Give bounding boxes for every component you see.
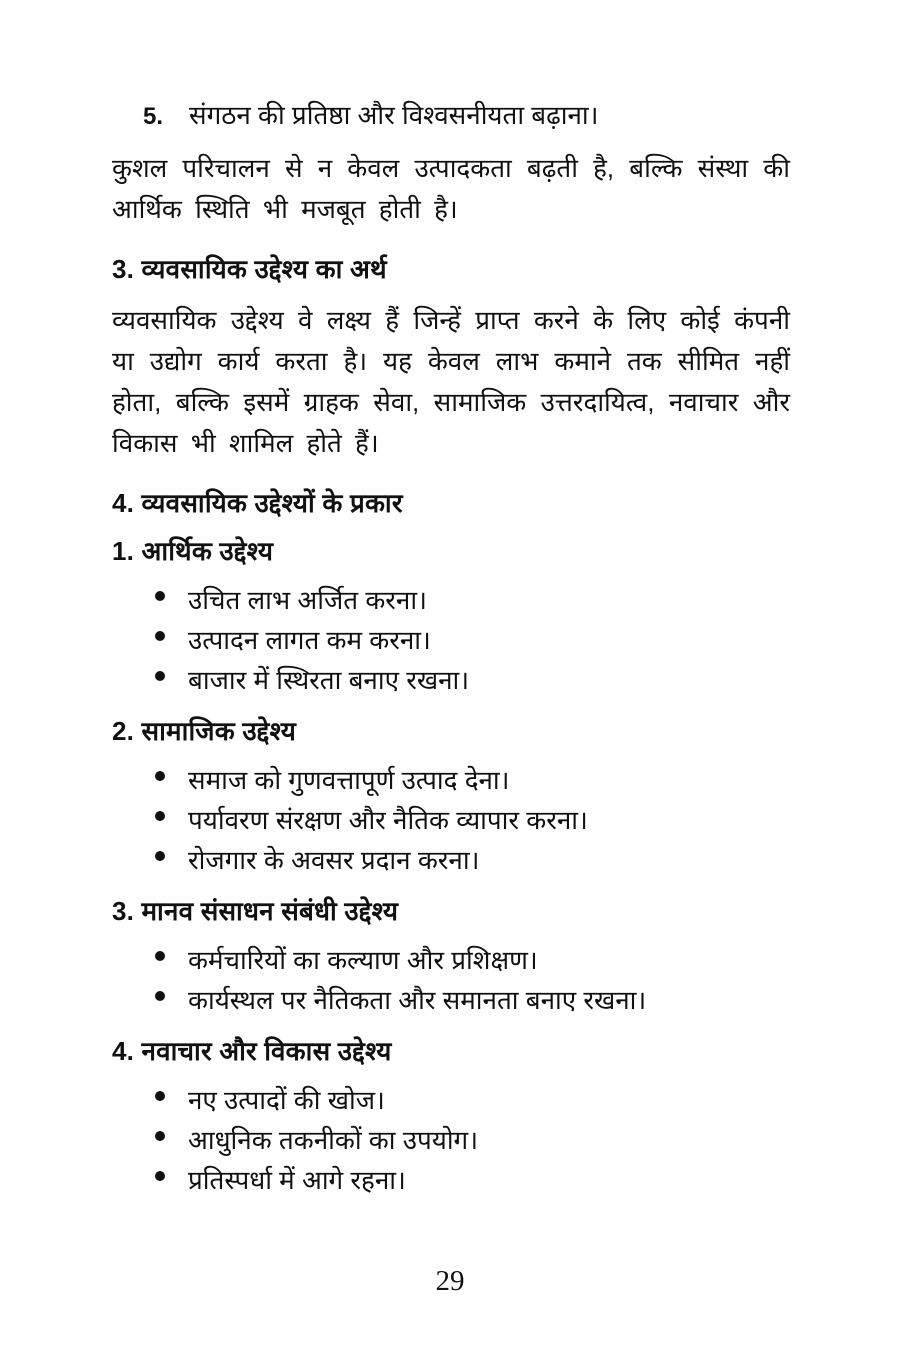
bullet-icon — [155, 591, 165, 601]
list-item-text: आधुनिक तकनीकों का उपयोग। — [188, 1125, 479, 1155]
subsection-heading-innovation: 4. नवाचार और विकास उद्देश्य — [112, 1036, 392, 1066]
list-item — [155, 660, 790, 700]
list-item — [155, 940, 790, 980]
subsection-heading-economic: 1. आर्थिक उद्देश्य — [112, 536, 274, 566]
bullet-icon — [155, 771, 165, 781]
list-item — [155, 620, 790, 660]
list-item — [155, 760, 790, 800]
page-number: 29 — [435, 1265, 465, 1297]
social-objectives-list — [112, 760, 790, 880]
list-item-text: संगठन की प्रतिष्ठा और विश्वसनीयता बढ़ाना। — [189, 100, 599, 130]
list-item-text: उचित लाभ अर्जित करना। — [188, 585, 427, 615]
innovation-objectives-list — [112, 1080, 790, 1200]
list-item-text: उत्पादन लागत कम करना। — [188, 625, 431, 655]
bullet-icon — [155, 851, 165, 861]
list-item — [155, 1080, 790, 1120]
meaning-paragraph: व्यवसायिक उद्देश्य वे लक्ष्य हैं जिन्हें प्राप्त करने के लिए कोई कंपनी या उद्योग कार्य करता है। यह केवल लाभ कमाने तक सीमित नहीं होता, बल्कि इसमें ग्राहक सेवा, सामाजिक उत्तरदायित्व, नवाचार और विकास भी शामिल होते हैं। — [112, 305, 790, 458]
list-item-text: प्रतिस्पर्धा में आगे रहना। — [188, 1165, 406, 1195]
list-item-text: रोजगार के अवसर प्रदान करना। — [188, 845, 480, 875]
bullet-icon — [155, 811, 165, 821]
list-item — [155, 580, 790, 620]
bullet-icon — [155, 991, 165, 1001]
section-heading-types: 4. व्यवसायिक उद्देश्यों के प्रकार — [112, 488, 403, 518]
human-resource-objectives-list — [112, 940, 790, 1020]
economic-objectives-list — [112, 580, 790, 700]
numbered-list-item-5 — [143, 98, 790, 134]
list-item — [155, 1160, 790, 1200]
list-item-text: पर्यावरण संरक्षण और नैतिक व्यापार करना। — [188, 805, 588, 835]
list-item — [155, 800, 790, 840]
bullet-icon — [155, 1131, 165, 1141]
list-item-text: नए उत्पादों की खोज। — [188, 1085, 385, 1115]
bullet-icon — [155, 951, 165, 961]
bullet-icon — [155, 631, 165, 641]
list-item-number: 5. — [143, 103, 164, 130]
list-item-text: बाजार में स्थिरता बनाए रखना। — [188, 665, 470, 695]
bullet-icon — [155, 1171, 165, 1181]
list-item-text: कार्यस्थल पर नैतिकता और समानता बनाए रखना। — [188, 985, 647, 1015]
subsection-heading-social: 2. सामाजिक उद्देश्य — [112, 716, 297, 746]
list-item-text: समाज को गुणवत्तापूर्ण उत्पाद देना। — [188, 765, 510, 795]
bullet-icon — [155, 671, 165, 681]
list-item — [155, 980, 790, 1020]
subsection-heading-human-resource: 3. मानव संसाधन संबंधी उद्देश्य — [112, 896, 399, 926]
intro-paragraph: कुशल परिचालन से न केवल उत्पादकता बढ़ती है, बल्कि संस्था की आर्थिक स्थिति भी मजबूत होती है। — [112, 153, 790, 224]
list-item — [155, 840, 790, 880]
list-item-text: कर्मचारियों का कल्याण और प्रशिक्षण। — [188, 945, 538, 975]
section-heading-meaning: 3. व्यवसायिक उद्देश्य का अर्थ — [112, 254, 387, 284]
list-item — [155, 1120, 790, 1160]
bullet-icon — [155, 1091, 165, 1101]
